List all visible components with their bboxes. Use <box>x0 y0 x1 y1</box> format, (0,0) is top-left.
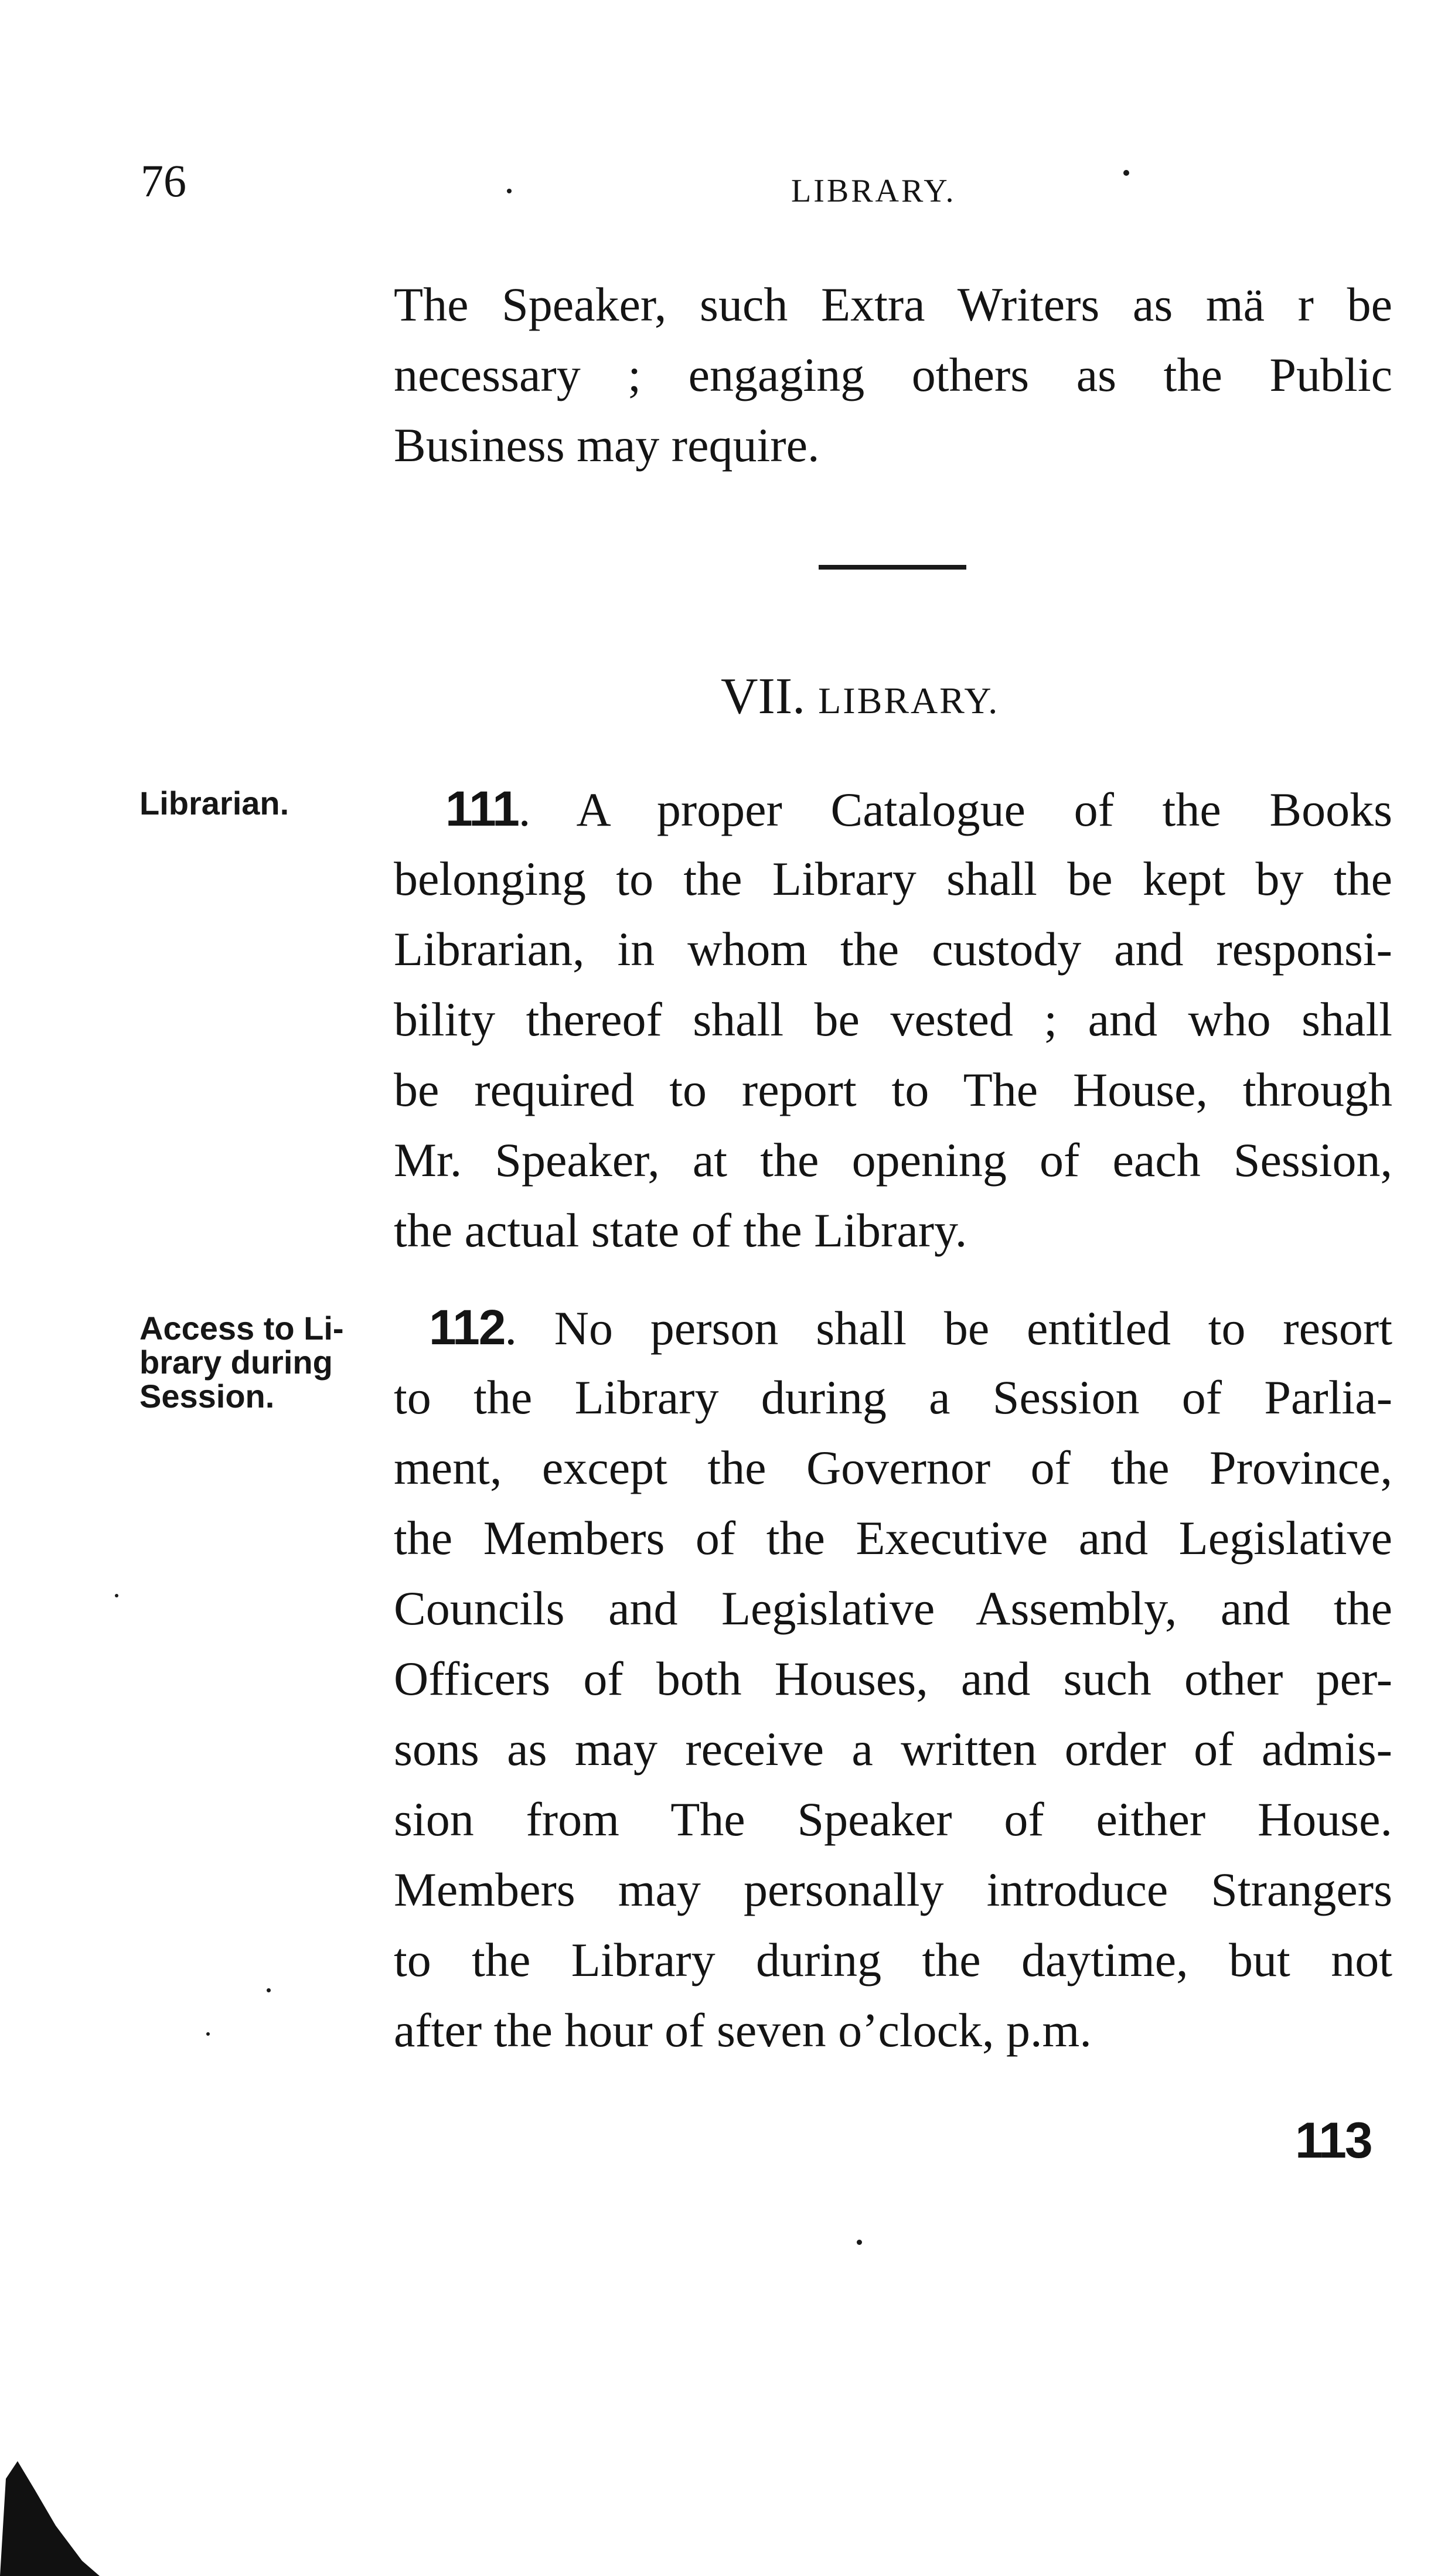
print-speck <box>857 2240 862 2245</box>
margin-note-librarian: Librarian. <box>139 785 289 822</box>
text-line: Business may require. <box>394 418 820 472</box>
section-title: LIBRARY. <box>818 680 1000 721</box>
rule-112-paragraph <box>394 1292 1392 2066</box>
section-heading <box>721 668 1000 725</box>
text-line: necessary ; engaging others as the Public <box>394 348 1392 401</box>
margin-note-line: Session. <box>139 1378 275 1415</box>
print-speck <box>507 189 512 193</box>
running-head: LIBRARY. <box>791 173 956 209</box>
text-line: sons as may receive a written order of admis- <box>394 1722 1392 1776</box>
print-speck <box>267 1988 271 1992</box>
page-number: 76 <box>141 155 186 206</box>
text-line: ment, except the Governor of the Province, <box>394 1441 1392 1494</box>
text-line: 112. No person shall be entitled to resort <box>429 1300 1392 1355</box>
text-line: to the Library during a Session of Parlia- <box>394 1371 1392 1424</box>
text-line: be required to report to The House, through <box>394 1063 1392 1116</box>
text-line-content: No person shall be entitled to resort <box>554 1301 1392 1355</box>
text-line: bility thereof shall be vested ; and who shall <box>394 993 1392 1046</box>
text-line: sion from The Speaker of either House. <box>394 1793 1392 1846</box>
scan-edge-mark <box>0 2455 100 2576</box>
text-line: Councils and Legislative Assembly, and the <box>394 1582 1392 1635</box>
text-line: The Speaker, such Extra Writers as mä r be <box>394 278 1392 331</box>
rule-number: 112 <box>429 1300 505 1355</box>
rule-111-paragraph <box>394 774 1392 1266</box>
text-line: belonging to the Library shall be kept by the <box>394 852 1392 905</box>
margin-note-line: brary during <box>139 1344 333 1381</box>
text-line: Librarian, in whom the custody and responsi- <box>394 922 1392 976</box>
text-line: Officers of both Houses, and such other per- <box>394 1652 1392 1705</box>
print-speck <box>206 2032 210 2036</box>
text-line: Members may personally introduce Strangers <box>394 1863 1392 1916</box>
catchword: 113 <box>1295 2112 1371 2169</box>
margin-note-access <box>139 1311 344 1413</box>
section-numeral: VII. <box>721 668 806 725</box>
text-line: the actual state of the Library. <box>394 1204 967 1257</box>
print-speck <box>1123 170 1129 176</box>
text-line-content: A proper Catalogue of the Books <box>576 783 1392 836</box>
text-line: after the hour of seven o’clock, p.m. <box>394 2003 1092 2057</box>
text-line: to the Library during the daytime, but not <box>394 1933 1392 1986</box>
continuation-paragraph <box>394 270 1392 481</box>
margin-note-line: Access to Li- <box>139 1310 344 1347</box>
print-speck <box>115 1594 118 1597</box>
section-divider <box>819 565 966 570</box>
text-line: 111. A proper Catalogue of the Books <box>445 781 1392 836</box>
text-line: the Members of the Executive and Legislative <box>394 1511 1392 1565</box>
text-line: Mr. Speaker, at the opening of each Session, <box>394 1133 1392 1187</box>
rule-number: 111 <box>445 781 519 836</box>
